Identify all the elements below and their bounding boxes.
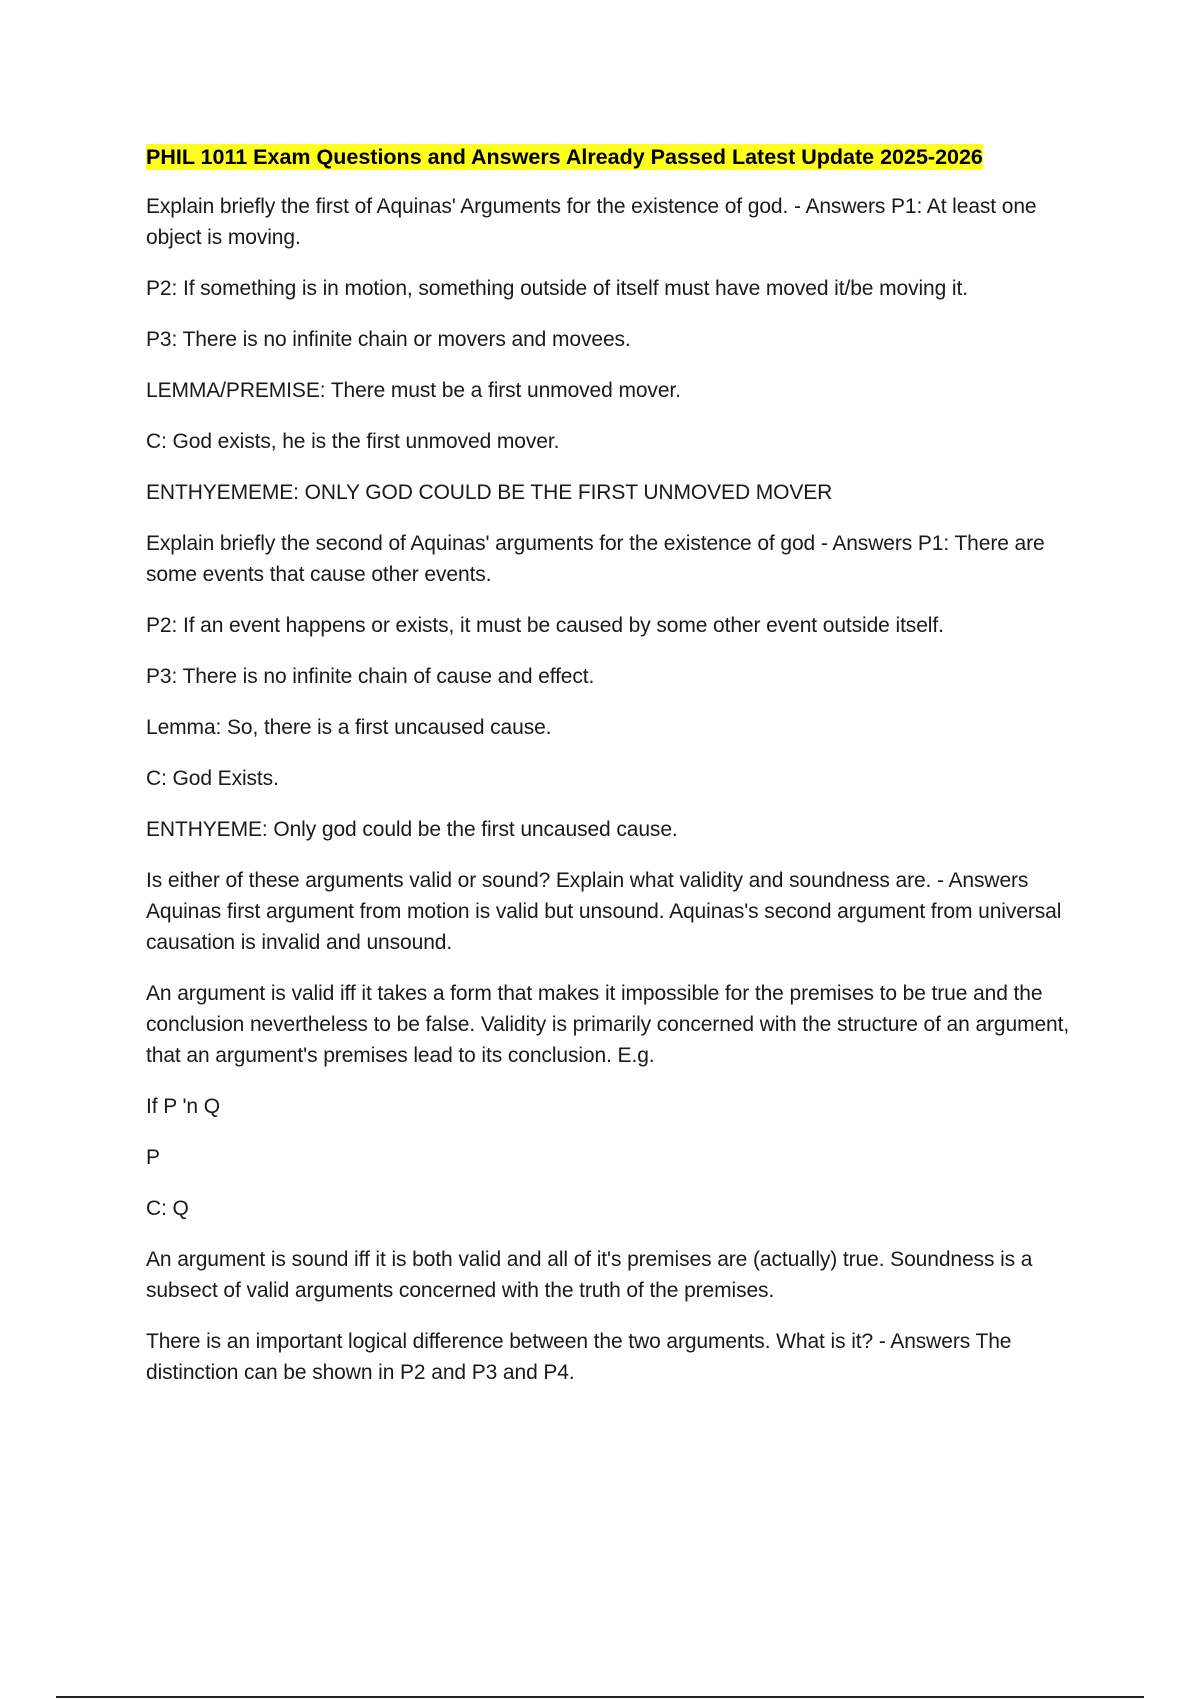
paragraph-q2-conclusion: C: God Exists. (146, 767, 279, 790)
document-title: PHIL 1011 Exam Questions and Answers Already Passed Latest Update 2025-2026 (146, 145, 983, 169)
paragraph-example-line-1: If P 'n Q (146, 1095, 220, 1118)
paragraph-q1: Explain briefly the first of Aquinas' Arguments for the existence of god. - Answers P1: At least one object is moving. (146, 195, 1037, 249)
paragraph-q1-p3: P3: There is no infinite chain or movers and movees. (146, 328, 631, 351)
paragraph-q1-conclusion: C: God exists, he is the first unmoved mover. (146, 430, 560, 453)
paragraph-q1-lemma: LEMMA/PREMISE: There must be a first unmoved mover. (146, 379, 681, 402)
paragraph-q2-enthymeme: ENTHYEME: Only god could be the first uncaused cause. (146, 818, 678, 841)
paragraph-q2-p2: P2: If an event happens or exists, it must be caused by some other event outside itself. (146, 614, 944, 637)
paragraph-validity: An argument is valid iff it takes a form that makes it impossible for the premises to be true and the conclusion nevertheless to be false. Validity is primarily concerned with the structure of an argument, that an argument's premises lead to its conclusion. E.g. (146, 982, 1070, 1067)
paragraph-q1-p2: P2: If something is in motion, something outside of itself must have moved it/be moving it. (146, 277, 968, 300)
paragraph-q1-enthymeme: ENTHYEMEME: ONLY GOD COULD BE THE FIRST UNMOVED MOVER (146, 481, 833, 504)
paragraph-soundness: An argument is sound iff it is both valid and all of it's premises are (actually) true. Soundness is a subsect of valid arguments concerned with the truth of the premises. (146, 1248, 1033, 1302)
paragraph-q2-lemma: Lemma: So, there is a first uncaused cause. (146, 716, 552, 739)
title-block (146, 142, 1096, 176)
page-bottom-rule (56, 1696, 1144, 1698)
paragraph-example-line-2: P (146, 1146, 160, 1169)
document-body (146, 142, 1096, 1408)
paragraph-q4: There is an important logical difference between the two arguments. What is it? - Answers The distinction can be shown in P2 and P3 and P4. (146, 1330, 1012, 1384)
paragraph-q2-p3: P3: There is no infinite chain of cause and effect. (146, 665, 595, 688)
paragraph-q3: Is either of these arguments valid or sound? Explain what validity and soundness are. - Answers Aquinas first argument from motion is valid but unsound. Aquinas's second argument from universal causation is invalid and unsound. (146, 869, 1062, 954)
paragraph-example-line-3: C: Q (146, 1197, 189, 1220)
paragraph-q2: Explain briefly the second of Aquinas' arguments for the existence of god - Answers P1: There are some events that cause other events. (146, 532, 1045, 586)
